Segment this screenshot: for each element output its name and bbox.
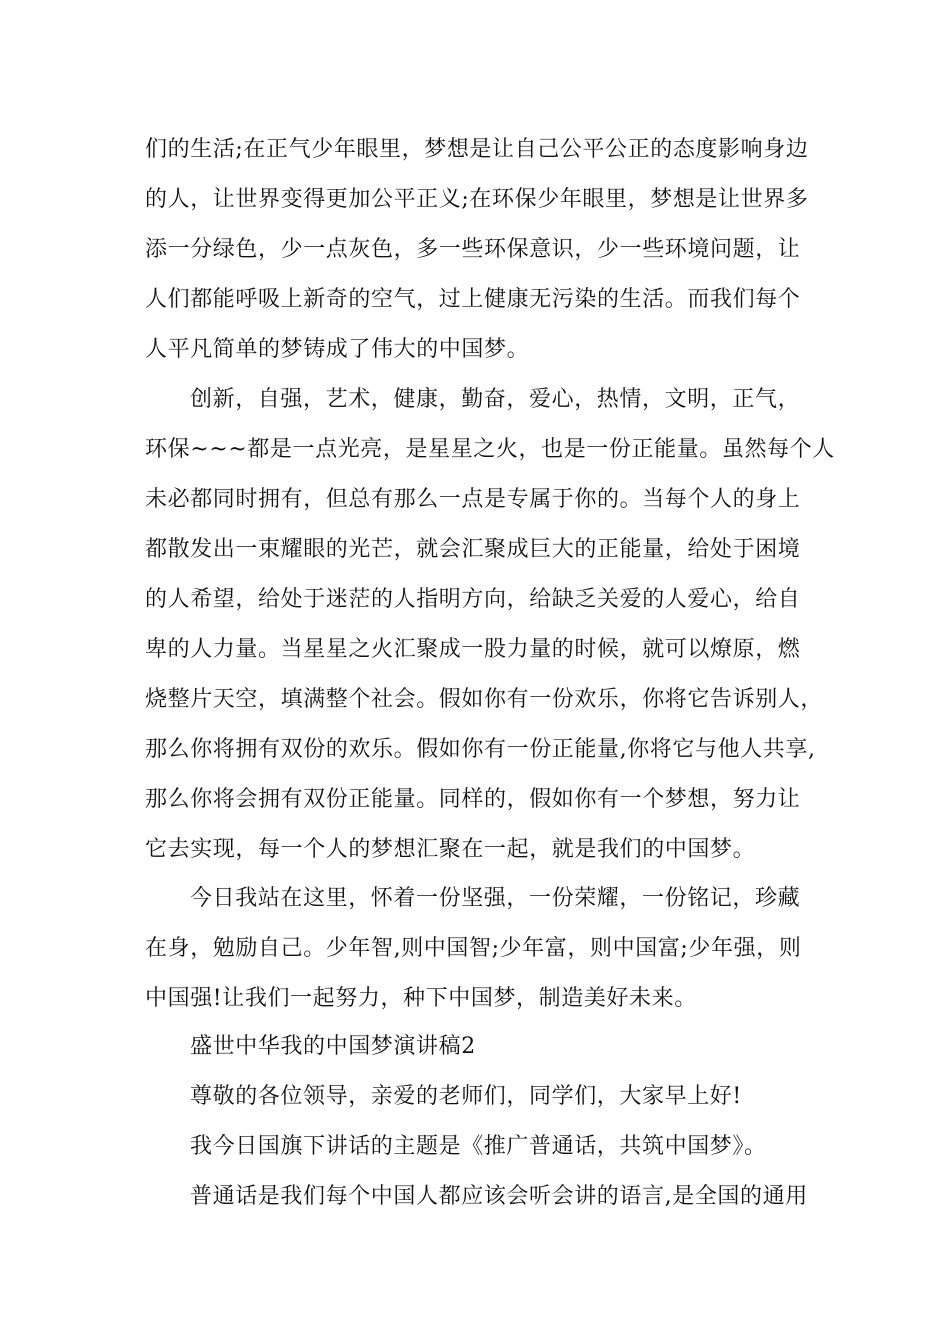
paragraph-line: 环保~~~都是一点光亮，是星星之火，也是一份正能量。虽然每个人: [145, 437, 835, 462]
paragraph-line: 都散发出一束耀眼的光芒，就会汇聚成巨大的正能量，给处于困境: [145, 537, 801, 562]
greeting-line: 尊敬的各位领导，亲爱的老师们，同学们，大家早上好!: [190, 1084, 742, 1109]
paragraph-dreams-of-youth: [145, 125, 825, 375]
paragraph-line: 人们都能呼吸上新奇的空气，过上健康无污染的生活。而我们每个: [145, 287, 801, 312]
paragraph-closing: [145, 874, 825, 1024]
paragraph-line: 的人，让世界变得更加公平正义;在环保少年眼里，梦想是让世界多: [145, 187, 809, 212]
paragraph-line: 卑的人力量。当星星之火汇聚成一股力量的时候，就可以燎原，燃: [145, 637, 801, 662]
paragraph-line: 未必都同时拥有，但总有那么一点是专属于你的。当每个人的身上: [145, 487, 801, 512]
paragraph-positive-energy: [145, 375, 835, 875]
paragraph-line: 那么你将会拥有双份正能量。同样的，假如你有一个梦想，努力让: [145, 787, 801, 812]
paragraph-line: 普通话是我们每个中国人都应该会听会讲的语言,是全国的通用: [190, 1184, 808, 1209]
paragraph-line: 它去实现，每一个人的梦想汇聚在一起，就是我们的中国梦。: [145, 837, 756, 862]
topic-line: 我今日国旗下讲话的主题是《推广普通话，共筑中国梦》。: [190, 1134, 767, 1159]
paragraph-line: 添一分绿色，少一点灰色，多一些环保意识，少一些环境问题，让: [145, 237, 801, 262]
paragraph-line: 那么你将拥有双份的欢乐。假如你有一份正能量,你将它与他人共享,: [145, 737, 816, 762]
paragraph-line: 人平凡简单的梦铸成了伟大的中国梦。: [145, 337, 530, 362]
paragraph-line: 们的生活;在正气少年眼里，梦想是让自己公平公正的态度影响身边: [145, 137, 809, 162]
paragraph-line: 中国强!让我们一起努力，种下中国梦，制造美好未来。: [145, 986, 697, 1011]
paragraph-line: 烧整片天空，填满整个社会。假如你有一份欢乐，你将它告诉别人，: [145, 687, 824, 712]
paragraph-line: 的人希望，给处于迷茫的人指明方向，给缺乏关爱的人爱心，给自: [145, 587, 801, 612]
paragraph-line: 创新，自强，艺术，健康，勤奋，爱心，热情，文明，正气，: [190, 387, 801, 412]
section-heading: 盛世中华我的中国梦演讲稿2: [190, 1034, 476, 1059]
paragraph-line: 在身，勉励自己。少年智,则中国智;少年富，则中国富;少年强，则: [145, 936, 802, 961]
paragraph-line: 今日我站在这里，怀着一份坚强，一份荣耀，一份铭记，珍藏: [190, 886, 801, 911]
